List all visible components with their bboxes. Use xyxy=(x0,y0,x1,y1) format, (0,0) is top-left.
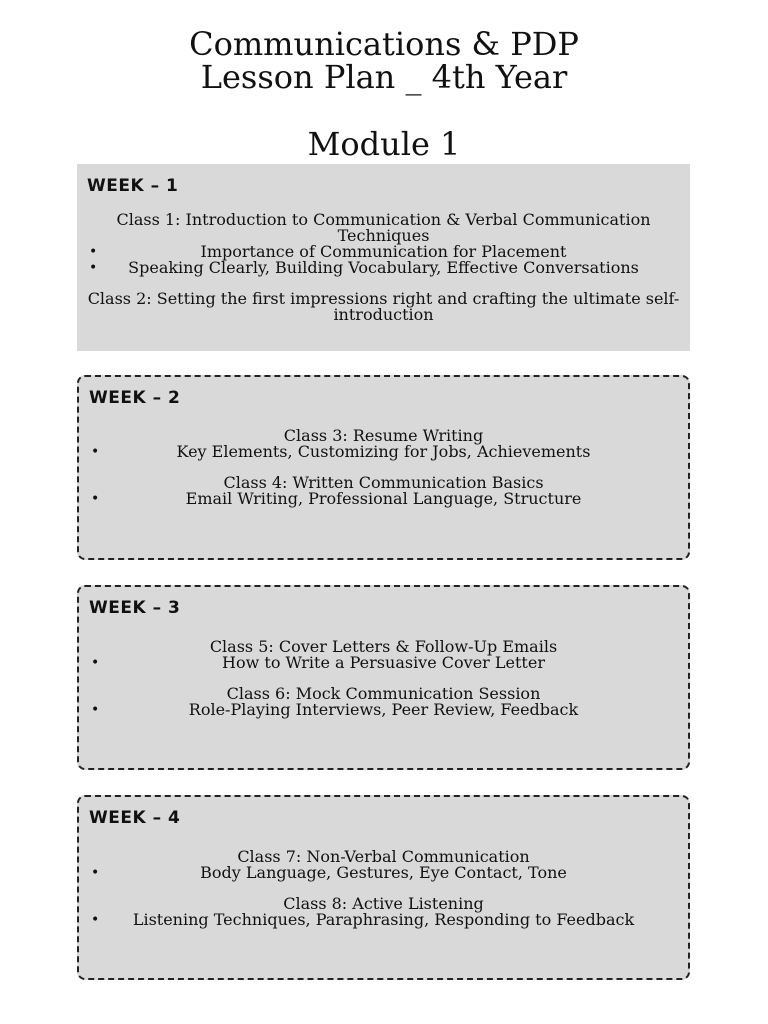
class-8-title: Class 8: Active Listening xyxy=(283,894,484,913)
class-4-bullet-1 xyxy=(79,491,688,507)
bullet-text: Importance of Communication for Placement xyxy=(200,242,567,261)
week-2-content xyxy=(79,428,688,507)
week-4-label: WEEK – 4 xyxy=(89,808,181,828)
class-3-bullet-1 xyxy=(79,444,688,460)
class-3-title: Class 3: Resume Writing xyxy=(283,426,484,445)
week-4-card xyxy=(77,795,690,980)
class-8-bullet-1 xyxy=(79,912,688,928)
title-line-2: Lesson Plan _ 4th Year xyxy=(200,58,568,96)
class-5-bullet-1 xyxy=(79,655,688,671)
bullet-icon: • xyxy=(89,260,98,276)
week-4-content xyxy=(79,849,688,928)
bullet-text: Body Language, Gestures, Eye Contact, Tone xyxy=(200,863,567,882)
bullet-icon: • xyxy=(89,244,98,260)
week-1-label: WEEK – 1 xyxy=(87,176,179,196)
module-heading: Module 1 xyxy=(307,125,461,163)
class-1-bullet-2 xyxy=(77,260,690,276)
document-title xyxy=(0,25,768,96)
week-3-content xyxy=(79,639,688,718)
week-3-card xyxy=(77,585,690,770)
bullet-icon: • xyxy=(91,655,100,671)
class-6-title: Class 6: Mock Communication Session xyxy=(226,684,541,703)
week-1-card xyxy=(77,164,690,351)
class-4-title: Class 4: Written Communication Basics xyxy=(223,473,544,492)
bullet-icon: • xyxy=(91,912,100,928)
bullet-icon: • xyxy=(91,444,100,460)
class-7-bullet-1 xyxy=(79,865,688,881)
class-2-title: Class 2: Setting the first impressions right and crafting the ultimate self-introduction xyxy=(87,289,680,324)
title-line-1: Communications & PDP xyxy=(189,25,579,63)
bullet-text: Speaking Clearly, Building Vocabulary, Effective Conversations xyxy=(128,258,639,277)
class-1-title: Class 1: Introduction to Communication & Verbal Communication Techniques xyxy=(116,210,651,245)
class-7-title: Class 7: Non-Verbal Communication xyxy=(237,847,530,866)
bullet-text: Key Elements, Customizing for Jobs, Achievements xyxy=(176,442,591,461)
week-2-label: WEEK – 2 xyxy=(89,388,181,408)
bullet-icon: • xyxy=(91,491,100,507)
week-2-card xyxy=(77,375,690,560)
bullet-text: Role-Playing Interviews, Peer Review, Feedback xyxy=(188,700,579,719)
bullet-icon: • xyxy=(91,865,100,881)
bullet-text: Email Writing, Professional Language, Structure xyxy=(185,489,582,508)
bullet-text: Listening Techniques, Paraphrasing, Responding to Feedback xyxy=(132,910,635,929)
week-3-label: WEEK – 3 xyxy=(89,598,181,618)
class-6-bullet-1 xyxy=(79,702,688,718)
bullet-text: How to Write a Persuasive Cover Letter xyxy=(222,653,545,672)
week-1-content xyxy=(77,212,690,323)
class-5-title: Class 5: Cover Letters & Follow-Up Emails xyxy=(209,637,558,656)
bullet-icon: • xyxy=(91,702,100,718)
